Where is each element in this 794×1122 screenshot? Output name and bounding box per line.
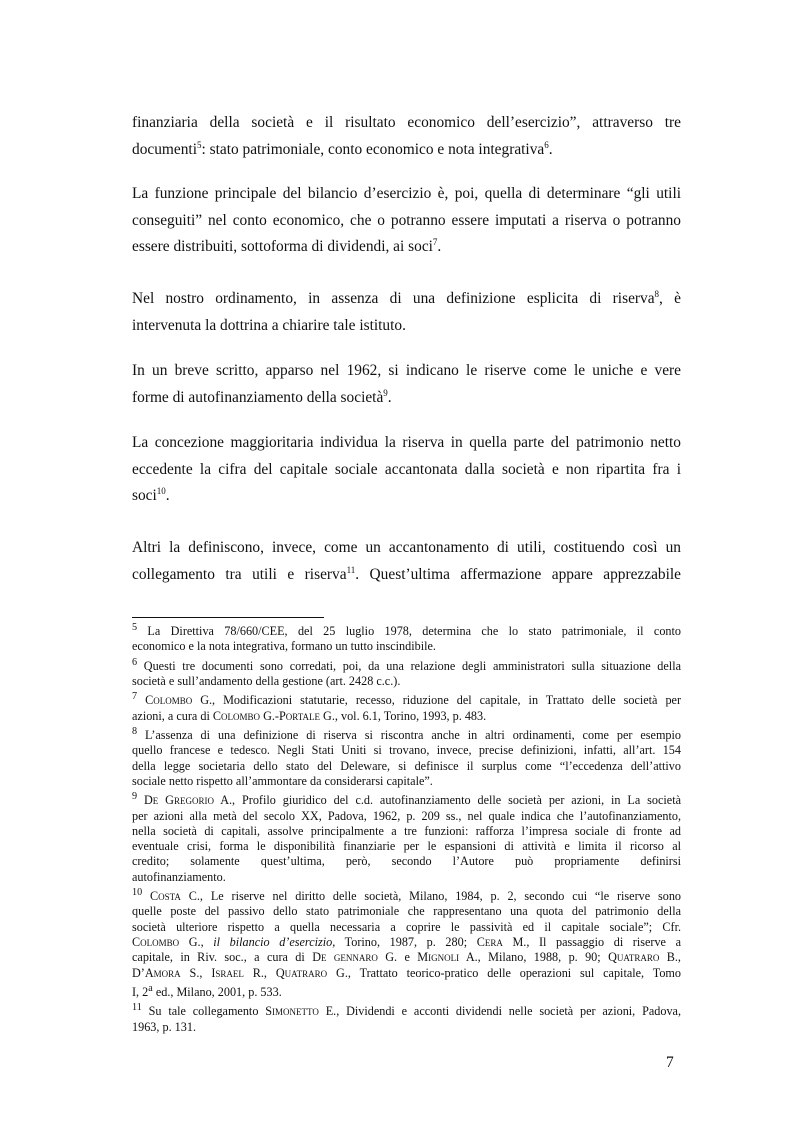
text-line: Altri la definiscono, invece, come un accantonamento di utili, costituendo così un: [132, 539, 681, 556]
footnote-6: [132, 655, 681, 690]
footnote-line: [132, 981, 681, 1000]
text-span: G., Modificazioni statutarie, recesso, riduzione del capitale, in Trattato delle società per: [192, 693, 682, 708]
footnote-line: autofinanziamento.: [132, 869, 226, 884]
footnote-ref-11: 11: [346, 564, 356, 575]
paragraph-3: [132, 286, 681, 339]
text-line: [132, 385, 681, 412]
footnote-line: [132, 1000, 681, 1019]
text-span: S.,: [180, 965, 212, 980]
footnote-9: [132, 789, 681, 885]
text-line: [132, 483, 681, 510]
text-span: A., Profilo giuridico del c.d. autofinanziamento delle società per azioni, in La società: [213, 793, 681, 808]
text-span: ed., Milano, 2001, p. 533.: [152, 984, 282, 999]
text-line: La concezione maggioritaria individua la riserva in quella parte del patrimonio netto: [132, 434, 681, 451]
text-line: [132, 137, 681, 164]
footnote-line: nella società di capitali, assolve principalmente a tre funzioni: rafforza l’impresa sociale di fronte ad: [132, 823, 681, 838]
footnote-line: [132, 689, 681, 708]
footnote-number: 6: [132, 656, 138, 668]
superscript: a: [148, 982, 153, 994]
text-span: [137, 793, 144, 807]
text-span: G.,: [179, 935, 214, 950]
footnote-ref-7: 7: [432, 236, 438, 247]
paragraph-6: [132, 535, 681, 588]
author-name: Colombo: [212, 708, 261, 723]
author-name: Quatraro: [275, 965, 328, 980]
text-span: essere distribuiti, sottoforma di dividendi, ai soci: [132, 238, 433, 255]
author-name: Amora: [144, 965, 181, 980]
text-line: eccedente la cifra del capitale sociale accantonata dalla società e non ripartita fra i: [132, 460, 681, 478]
footnote-5: [132, 620, 681, 655]
text-span: [142, 889, 150, 903]
author-name: Mignoli: [417, 950, 460, 965]
author-name: De Gregorio: [143, 793, 214, 808]
footnote-line: [132, 789, 681, 808]
footnote-line: società e sull’andamento della gestione (art. 2428 c.c.).: [132, 674, 401, 689]
footnote-10: [132, 885, 681, 1000]
footnote-line: [132, 655, 681, 674]
text-span: capitale, in Riv. soc., a cura di: [132, 950, 313, 965]
author-name: Simonetto: [265, 1004, 319, 1019]
text-span: C., Le riserve nel diritto delle società, Milano, 1984, p. 2, secondo cui “le riserve sono: [180, 889, 682, 904]
footnote-number: 7: [132, 691, 138, 703]
text-line: In un breve scritto, apparso nel 1962, si indicano le riserve come le uniche e vere: [132, 362, 681, 379]
text-span: G.-: [260, 708, 279, 723]
footnote-line: società ulteriore rispetto a quella necessaria a coprire le passività ed il capitale sociale”; Cfr.: [132, 919, 681, 934]
footnote-line: [132, 885, 681, 904]
text-span: Su tale collegamento: [141, 1004, 266, 1019]
text-span: Nel nostro ordinamento, in assenza di una definizione esplicita di riserva: [132, 290, 655, 307]
page-number: 7: [666, 1054, 674, 1071]
author-name: Quatraro: [608, 950, 660, 965]
paragraph-4: [132, 358, 681, 411]
footnote-separator: [132, 617, 324, 618]
book-title: il bilancio d’esercizio,: [213, 935, 336, 950]
text-span: L’assenza di una definizione di riserva si riscontra anche in altri ordinamenti, come per esempio: [137, 728, 681, 743]
author-name: De gennaro: [312, 950, 378, 965]
text-line: intervenuta la dottrina a chiarire tale istituto.: [132, 316, 406, 334]
footnote-line: 1963, p. 131.: [132, 1019, 196, 1034]
footnote-ref-9: 9: [383, 387, 388, 398]
text-span: Questi tre documenti sono corredati, poi, da una relazione degli amministratori sulla situazione della: [137, 658, 681, 673]
text-span: , è: [659, 290, 681, 307]
footnote-line: quelle poste del passivo dello stato patrimoniale che rappresentano una quota del patrimonio della: [132, 904, 681, 919]
text-span: soci: [132, 487, 157, 504]
footnote-line: [132, 935, 681, 950]
footnote-11: [132, 1000, 681, 1035]
footnote-8: [132, 724, 681, 789]
footnote-7: [132, 689, 681, 724]
text-span: collegamento tra utili e riserva: [132, 565, 347, 583]
footnote-number: 8: [132, 725, 138, 737]
text-span: : stato patrimoniale, conto economico e nota integrativa: [201, 140, 545, 158]
text-span: G. e: [377, 950, 418, 965]
footnote-ref-6: 6: [544, 139, 549, 150]
text-span: .: [165, 487, 170, 504]
text-span: E., Dividendi e acconti dividendi nelle società per azioni, Padova,: [318, 1004, 681, 1019]
footnote-line: eventuale crisi, forma le disponibilità finanziarie per le espansioni di attività e limita il ricorso al: [132, 839, 681, 854]
text-span: La Direttiva 78/660/CEE, del 25 luglio 1978, determina che lo stato patrimoniale, il conto: [137, 624, 681, 639]
text-span: forme di autofinanziamento della società: [132, 388, 384, 406]
text-span: M., Il passaggio di riserve a: [502, 935, 681, 950]
author-name: Israel: [211, 965, 244, 980]
footnote-number: 5: [132, 622, 138, 633]
author-name: Costa: [150, 889, 181, 904]
footnote-ref-5: 5: [196, 139, 202, 150]
text-line: [132, 286, 681, 313]
footnote-line: [132, 966, 681, 981]
text-line: [132, 234, 681, 261]
text-span: [137, 693, 145, 707]
footnote-number: 10: [132, 887, 143, 899]
text-line: conseguiti” nel conto economico, che o potranno essere imputati a riserva o potranno: [132, 211, 681, 229]
author-name: Colombo: [145, 693, 193, 708]
text-span: I, 2: [132, 984, 149, 999]
text-line: La funzione principale del bilancio d’esercizio è, poi, quella di determinare “gli utili: [132, 185, 681, 202]
footnote-ref-10: 10: [156, 485, 166, 496]
text-span: B.,: [659, 950, 681, 965]
text-span: . Quest’ultima affermazione appare apprezzabile: [355, 565, 681, 583]
text-span: Torino, 1987, p. 280;: [335, 935, 477, 950]
footnote-line: [132, 724, 681, 743]
text-span: azioni, a cura di: [132, 708, 213, 723]
text-span: D’: [132, 965, 145, 980]
footnote-line: [132, 709, 681, 724]
text-span: G., Trattato teorico-pratico delle operazioni sul capitale, Tomo: [327, 965, 681, 980]
paragraph-5: [132, 430, 681, 510]
footnote-line: [132, 950, 681, 965]
footnote-line: economico e la nota integrativa, formano un tutto inscindibile.: [132, 639, 436, 654]
footnote-line: della legge societaria dello stato del Deleware, si definisce il surplus come “l’eccedenza dell’attivo: [132, 758, 681, 773]
paragraph-1: [132, 110, 681, 163]
text-line: [132, 562, 681, 589]
text-span: documenti: [132, 140, 197, 158]
text-span: .: [437, 238, 442, 255]
footnote-ref-8: 8: [654, 288, 660, 299]
text-span: R.,: [243, 965, 276, 980]
text-span: A., Milano, 1988, p. 90;: [459, 950, 609, 965]
footnotes: [132, 620, 681, 1035]
footnote-line: sociale netto rispetto all’ammontare da considerarsi capitale”.: [132, 773, 433, 788]
footnote-number: 9: [132, 791, 138, 803]
footnote-line: credito; solamente quest’ultima, però, secondo l’Autore può propriamente definirsi: [132, 854, 681, 869]
footnote-number: 11: [132, 1002, 142, 1014]
paragraph-2: [132, 181, 681, 261]
text-span: .: [387, 388, 392, 406]
text-span: .: [548, 140, 553, 158]
footnote-line: per azioni alla metà del secolo XX, Padova, 1962, p. 209 ss., nel quale indica che l’autofinanziamento,: [132, 808, 681, 823]
text-line: finanziaria della società e il risultato economico dell’esercizio”, attraverso tre: [132, 114, 681, 131]
footnote-line: quello francese e tedesco. Negli Stati Uniti si trovano, invece, precise definizioni, infatti, all’art. 154: [132, 743, 681, 758]
author-name: Colombo: [132, 935, 180, 950]
author-name: Portale: [278, 708, 320, 723]
footnote-line: [132, 620, 681, 639]
text-span: G., vol. 6.1, Torino, 1993, p. 483.: [320, 708, 487, 723]
author-name: Cera: [476, 935, 503, 950]
